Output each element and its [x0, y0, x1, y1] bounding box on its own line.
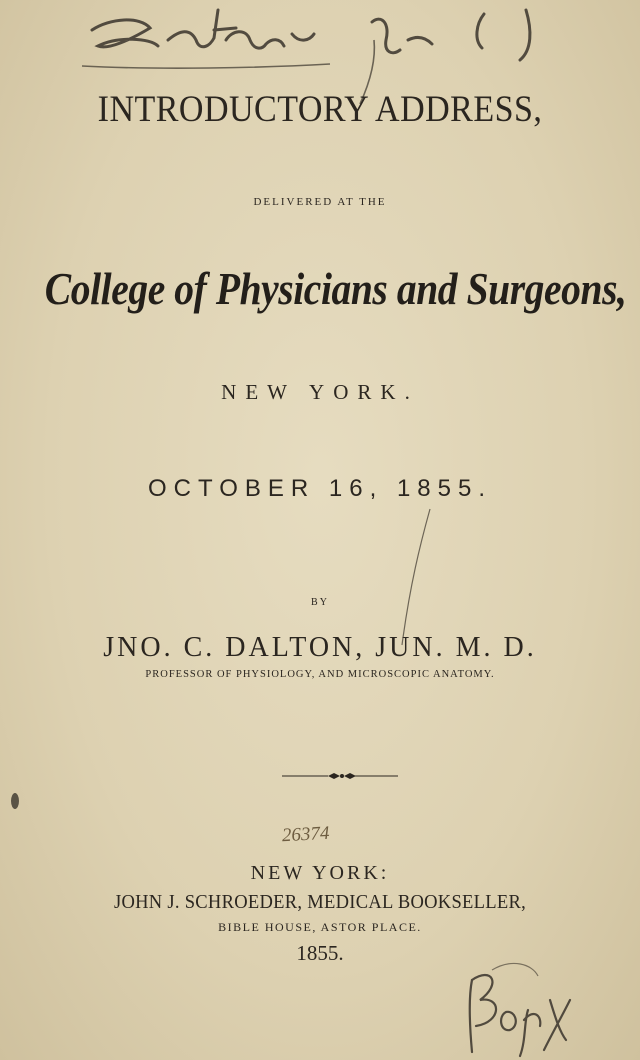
- main-title: INTRODUCTORY ADDRESS,: [97, 89, 543, 130]
- accession-number: 26374: [281, 822, 330, 847]
- delivered-at-line: DELIVERED AT THE: [253, 196, 387, 208]
- author-profession: PROFESSOR OF PHYSIOLOGY, AND MICROSCOPIC ANATOMY.: [145, 669, 495, 680]
- by-line: BY: [311, 597, 329, 608]
- ornamental-rule: [282, 770, 398, 782]
- imprint-publisher: JOHN J. SCHROEDER, MEDICAL BOOKSELLER,: [113, 892, 527, 913]
- imprint-year: 1855.: [296, 941, 344, 965]
- ink-blot: [8, 790, 22, 812]
- handwritten-shelf-mark: [462, 960, 582, 1060]
- author-name: JNO. C. DALTON, JUN. M. D.: [103, 632, 537, 663]
- date-line: OCTOBER 16, 1855.: [148, 475, 492, 502]
- imprint-address: BIBLE HOUSE, ASTOR PLACE.: [218, 920, 422, 934]
- institution-name: College of Physicians and Surgeons,: [44, 263, 627, 314]
- city-line: NEW YORK.: [221, 380, 419, 404]
- imprint-city: NEW YORK:: [250, 862, 390, 884]
